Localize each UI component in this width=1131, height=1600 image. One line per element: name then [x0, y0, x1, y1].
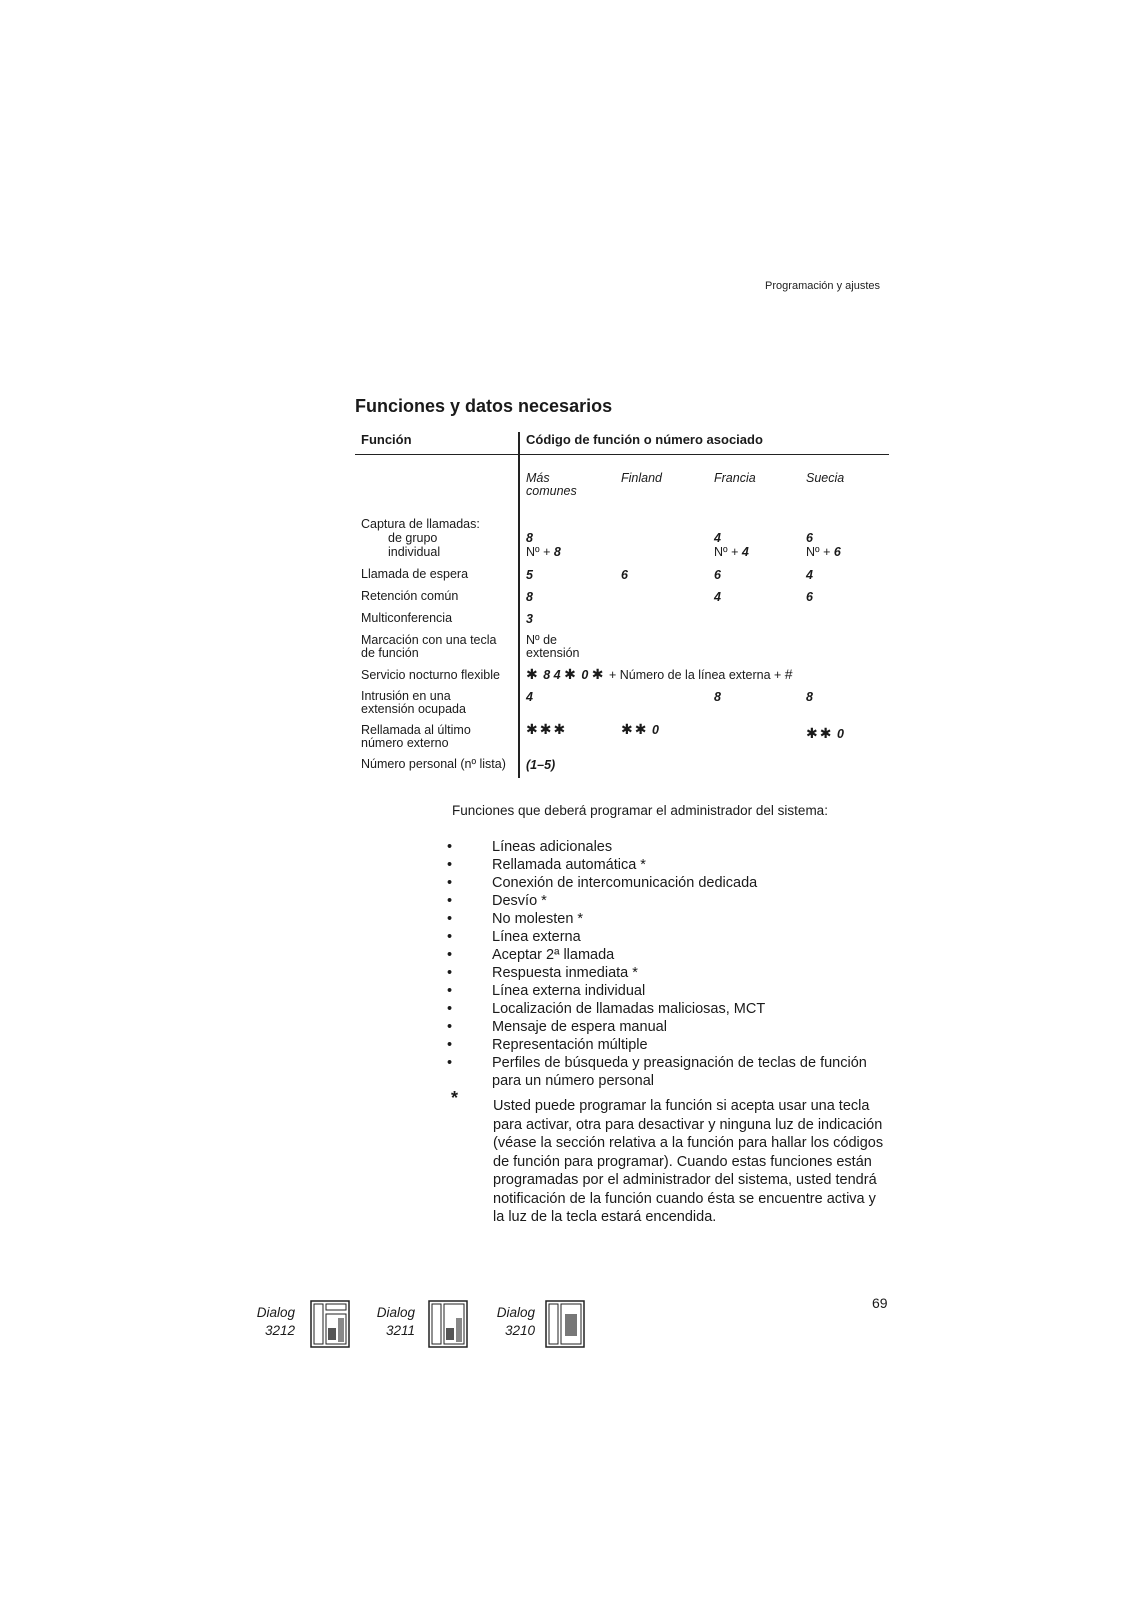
model-3210 — [475, 1304, 535, 1340]
row-label-rellamada — [361, 724, 471, 750]
code-cell: 8 — [526, 590, 533, 604]
running-head: Programación y ajustes — [765, 280, 880, 292]
column-divider — [518, 432, 520, 778]
list-item: • Respuesta inmediata * — [447, 964, 897, 982]
code-cell — [526, 634, 580, 660]
footnote-text: Usted puede programar la función si acepta usar una tecla para activar, otra para desactivar y ninguna luz de indicación (véase la sección relativa a la función para hallar los códigos de función para programar). Cuando estas funciones están programadas por el administrador del sistema, usted tendrá notificación de la función cuando ésta se encuentre activa y la luz de la tecla estará encendida. — [493, 1098, 884, 1225]
star-key-icon: ✱ — [526, 666, 540, 682]
model-name — [475, 1304, 535, 1340]
code-cell: 6 — [806, 531, 813, 545]
code-prefix: Nº + — [714, 545, 742, 559]
code-cell: 3 — [526, 612, 533, 626]
star-key-icon: ✱ — [526, 721, 540, 737]
code-cell: 6 — [806, 590, 813, 604]
code-cell — [526, 546, 561, 559]
model-3212 — [235, 1304, 295, 1340]
list-item: • Líneas adicionales — [447, 838, 897, 856]
list-item: • Línea externa — [447, 928, 897, 946]
country-mas-comunes — [526, 472, 586, 498]
code-value: 4 — [741, 545, 749, 559]
code-cell: (1–5) — [526, 758, 556, 772]
code-text: + Número de la línea externa + — [608, 668, 782, 682]
row-label-llamada-espera: Llamada de espera — [361, 567, 469, 581]
star-key-icon: ✱ — [553, 721, 568, 737]
section-title: Funciones y datos necesarios — [355, 396, 613, 416]
code-cell — [806, 546, 841, 559]
code-cell: 6 — [621, 568, 628, 582]
country-mas-comunes-text: Más comunes — [526, 471, 577, 498]
model-number: 3210 — [504, 1323, 535, 1338]
code-prefix: Nº + — [526, 545, 554, 559]
country-francia: Francia — [714, 471, 756, 485]
row-sublabel-grupo: de grupo — [388, 531, 438, 545]
row-label-line: Marcación con una tecla — [361, 633, 497, 647]
model-name — [235, 1304, 295, 1340]
features-intro: Funciones que deberá programar el administrador del sistema: — [452, 803, 828, 818]
code-cell-nocturno — [526, 668, 795, 682]
code-digits: 0 — [651, 723, 659, 737]
code-cell: 4 — [806, 568, 813, 582]
row-label-intrusion — [361, 690, 466, 716]
hash-key-icon: # — [784, 666, 795, 682]
row-label-line: de función — [361, 646, 419, 660]
row-label-numero-personal: Número personal (nº lista) — [361, 757, 506, 771]
header-rule — [355, 454, 889, 455]
row-label-line: extensión ocupada — [361, 702, 466, 716]
list-item: • Línea externa individual — [447, 982, 897, 1000]
star-key-icon: ✱ — [819, 725, 834, 741]
row-label-line: Rellamada al último — [361, 723, 471, 737]
phone-3212-icon — [310, 1300, 350, 1348]
model-number: 3211 — [385, 1323, 415, 1338]
code-digits: 0 — [836, 727, 844, 741]
model-name-line: Dialog — [376, 1305, 415, 1320]
row-label-line: Intrusión en una — [361, 689, 451, 703]
code-cell: 4 — [714, 590, 721, 604]
row-label-servicio-nocturno: Servicio nocturno flexible — [361, 668, 500, 682]
row-label-marcacion — [361, 634, 497, 660]
column-header-function: Función — [361, 432, 412, 447]
model-number: 3212 — [264, 1323, 295, 1338]
code-cell: 4 — [714, 531, 721, 545]
code-prefix: Nº + — [806, 545, 834, 559]
country-suecia: Suecia — [806, 471, 845, 485]
code-line: Nº de — [526, 633, 557, 647]
star-key-icon: ✱ — [539, 721, 554, 737]
list-item: • Perfiles de búsqueda y preasignación de teclas de función para un número personal — [447, 1054, 897, 1090]
star-key-icon: ✱ — [634, 721, 649, 737]
star-key-icon: ✱ — [806, 725, 820, 741]
list-item: • Representación múltiple — [447, 1036, 897, 1054]
phone-3211-icon — [428, 1300, 468, 1348]
column-header-code: Código de función o número asociado — [526, 432, 763, 447]
list-item: • Aceptar 2ª llamada — [447, 946, 897, 964]
code-value: 8 — [553, 545, 561, 559]
star-key-icon: ✱ — [621, 721, 635, 737]
list-item: • No molesten * — [447, 910, 897, 928]
code-cell: 5 — [526, 568, 533, 582]
footnote-asterisk: * — [451, 1088, 459, 1108]
code-cell: 8 — [714, 690, 721, 704]
code-cell — [526, 723, 567, 737]
code-digits: 0 — [581, 668, 589, 682]
row-sublabel-individual: individual — [388, 545, 441, 559]
feature-list — [447, 838, 897, 1090]
code-cell: 6 — [714, 568, 721, 582]
code-line: extensión — [526, 646, 580, 660]
star-key-icon: ✱ — [564, 666, 578, 682]
code-digits: 8 4 — [543, 668, 561, 682]
list-item: • Conexión de intercomunicación dedicada — [447, 874, 897, 892]
list-item: • Localización de llamadas maliciosas, MCT — [447, 1000, 897, 1018]
list-item: • Mensaje de espera manual — [447, 1018, 897, 1036]
model-3211 — [355, 1304, 415, 1340]
country-finland: Finland — [621, 471, 662, 485]
star-key-icon: ✱ — [591, 666, 606, 682]
phone-3210-icon — [545, 1300, 585, 1348]
code-cell — [806, 727, 844, 741]
model-name — [355, 1304, 415, 1340]
model-name-line: Dialog — [496, 1305, 535, 1320]
code-cell: 8 — [526, 531, 533, 545]
code-cell: 8 — [806, 690, 813, 704]
page-number: 69 — [872, 1295, 888, 1311]
code-cell — [621, 723, 659, 737]
code-cell — [714, 546, 749, 559]
row-label-captura: Captura de llamadas: — [361, 517, 480, 531]
model-name-line: Dialog — [256, 1305, 295, 1320]
row-label-retencion: Retención común — [361, 589, 459, 603]
row-label-multiconferencia: Multiconferencia — [361, 611, 453, 625]
list-item: • Desvío * — [447, 892, 897, 910]
row-label-line: número externo — [361, 736, 449, 750]
code-value: 6 — [833, 545, 841, 559]
list-item: • Rellamada automática * — [447, 856, 897, 874]
code-cell: 4 — [526, 690, 533, 704]
